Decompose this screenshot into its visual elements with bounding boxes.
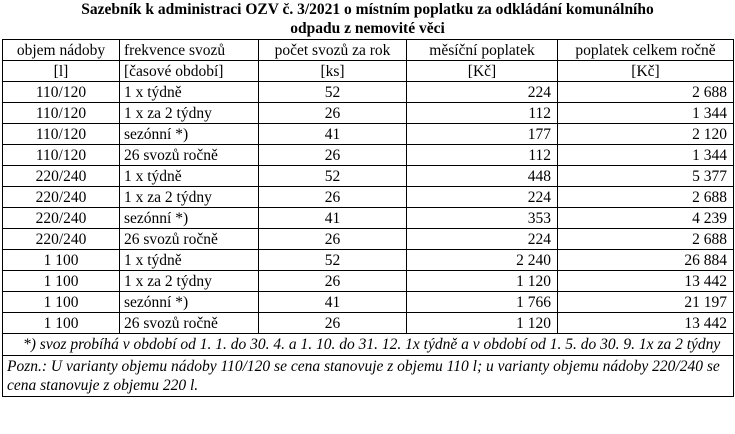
table-body bbox=[3, 82, 734, 334]
cell-container-volume: 1 100 bbox=[3, 292, 120, 313]
cell-collection-frequency: 26 svozů ročně bbox=[120, 145, 259, 166]
unit-collection-frequency: [časové období] bbox=[120, 61, 259, 82]
title-line-1: Sazebník k administraci OZV č. 3/2021 o místním poplatku za odkládání komunálního bbox=[81, 1, 654, 18]
cell-annual-fee: 13 442 bbox=[558, 271, 734, 292]
cell-collections-per-year: 41 bbox=[259, 292, 407, 313]
cell-collections-per-year: 52 bbox=[259, 82, 407, 103]
header-monthly-fee: měsíční poplatek bbox=[407, 40, 558, 61]
header-container-volume: objem nádoby bbox=[3, 40, 120, 61]
cell-annual-fee: 5 377 bbox=[558, 166, 734, 187]
table-header bbox=[3, 40, 734, 82]
cell-collections-per-year: 26 bbox=[259, 187, 407, 208]
unit-collections-per-year: [ks] bbox=[259, 61, 407, 82]
cell-collections-per-year: 26 bbox=[259, 271, 407, 292]
cell-annual-fee: 2 688 bbox=[558, 229, 734, 250]
note-row bbox=[3, 356, 734, 397]
cell-container-volume: 1 100 bbox=[3, 250, 120, 271]
cell-collection-frequency: 26 svozů ročně bbox=[120, 229, 259, 250]
cell-collection-frequency: 1 x za 2 týdny bbox=[120, 271, 259, 292]
table-row bbox=[3, 103, 734, 124]
header-unit-row bbox=[3, 61, 734, 82]
footnote-row bbox=[3, 334, 734, 356]
cell-monthly-fee: 448 bbox=[407, 166, 558, 187]
cell-monthly-fee: 177 bbox=[407, 124, 558, 145]
cell-monthly-fee: 112 bbox=[407, 103, 558, 124]
cell-collections-per-year: 26 bbox=[259, 313, 407, 334]
cell-annual-fee: 2 688 bbox=[558, 82, 734, 103]
cell-container-volume: 220/240 bbox=[3, 187, 120, 208]
header-name-row bbox=[3, 40, 734, 61]
cell-container-volume: 110/120 bbox=[3, 82, 120, 103]
fee-table bbox=[2, 39, 734, 397]
title-line-2: odpadu z nemovité věci bbox=[290, 20, 445, 37]
cell-monthly-fee: 224 bbox=[407, 229, 558, 250]
cell-collection-frequency: sezónní *) bbox=[120, 208, 259, 229]
document-title bbox=[0, 0, 735, 38]
cell-monthly-fee: 1 766 bbox=[407, 292, 558, 313]
table-row bbox=[3, 313, 734, 334]
cell-collections-per-year: 52 bbox=[259, 250, 407, 271]
cell-monthly-fee: 112 bbox=[407, 145, 558, 166]
cell-collection-frequency: sezónní *) bbox=[120, 124, 259, 145]
footnote: *) svoz probíhá v období od 1. 1. do 30. 4. a 1. 10. do 31. 12. 1x týdně a v období od 1. 5. do 30. 9. 1x za 2 týdny bbox=[3, 334, 734, 356]
cell-monthly-fee: 2 240 bbox=[407, 250, 558, 271]
table-row bbox=[3, 145, 734, 166]
cell-annual-fee: 2 120 bbox=[558, 124, 734, 145]
cell-collection-frequency: 1 x týdně bbox=[120, 166, 259, 187]
cell-collection-frequency: 1 x týdně bbox=[120, 82, 259, 103]
cell-container-volume: 110/120 bbox=[3, 124, 120, 145]
unit-container-volume: [l] bbox=[3, 61, 120, 82]
cell-annual-fee: 21 197 bbox=[558, 292, 734, 313]
cell-annual-fee: 13 442 bbox=[558, 313, 734, 334]
cell-collection-frequency: 26 svozů ročně bbox=[120, 313, 259, 334]
header-collection-frequency: frekvence svozů bbox=[120, 40, 259, 61]
cell-monthly-fee: 1 120 bbox=[407, 313, 558, 334]
note: Pozn.: U varianty objemu nádoby 110/120 se cena stanovuje z objemu 110 l; u varianty objemu nádoby 220/240 se cena stanovuje z objemu 220 l. bbox=[3, 356, 734, 397]
cell-collections-per-year: 26 bbox=[259, 103, 407, 124]
header-collections-per-year: počet svozů za rok bbox=[259, 40, 407, 61]
table-row bbox=[3, 208, 734, 229]
table-row bbox=[3, 124, 734, 145]
cell-monthly-fee: 353 bbox=[407, 208, 558, 229]
cell-annual-fee: 4 239 bbox=[558, 208, 734, 229]
cell-container-volume: 220/240 bbox=[3, 166, 120, 187]
cell-container-volume: 110/120 bbox=[3, 145, 120, 166]
table-row bbox=[3, 271, 734, 292]
table-row bbox=[3, 166, 734, 187]
cell-container-volume: 220/240 bbox=[3, 229, 120, 250]
cell-annual-fee: 1 344 bbox=[558, 103, 734, 124]
table-row bbox=[3, 82, 734, 103]
table-row bbox=[3, 187, 734, 208]
table-row bbox=[3, 292, 734, 313]
cell-collections-per-year: 41 bbox=[259, 124, 407, 145]
cell-collection-frequency: 1 x za 2 týdny bbox=[120, 103, 259, 124]
unit-monthly-fee: [Kč] bbox=[407, 61, 558, 82]
cell-collections-per-year: 26 bbox=[259, 145, 407, 166]
cell-monthly-fee: 224 bbox=[407, 82, 558, 103]
cell-container-volume: 1 100 bbox=[3, 271, 120, 292]
header-annual-fee: poplatek celkem ročně bbox=[558, 40, 734, 61]
cell-container-volume: 110/120 bbox=[3, 103, 120, 124]
unit-annual-fee: [Kč] bbox=[558, 61, 734, 82]
table-row bbox=[3, 250, 734, 271]
cell-collection-frequency: sezónní *) bbox=[120, 292, 259, 313]
cell-collection-frequency: 1 x týdně bbox=[120, 250, 259, 271]
cell-monthly-fee: 224 bbox=[407, 187, 558, 208]
cell-annual-fee: 1 344 bbox=[558, 145, 734, 166]
cell-monthly-fee: 1 120 bbox=[407, 271, 558, 292]
cell-container-volume: 220/240 bbox=[3, 208, 120, 229]
cell-annual-fee: 26 884 bbox=[558, 250, 734, 271]
cell-collection-frequency: 1 x za 2 týdny bbox=[120, 187, 259, 208]
cell-collections-per-year: 26 bbox=[259, 229, 407, 250]
cell-container-volume: 1 100 bbox=[3, 313, 120, 334]
cell-annual-fee: 2 688 bbox=[558, 187, 734, 208]
cell-collections-per-year: 41 bbox=[259, 208, 407, 229]
table-row bbox=[3, 229, 734, 250]
cell-collections-per-year: 52 bbox=[259, 166, 407, 187]
